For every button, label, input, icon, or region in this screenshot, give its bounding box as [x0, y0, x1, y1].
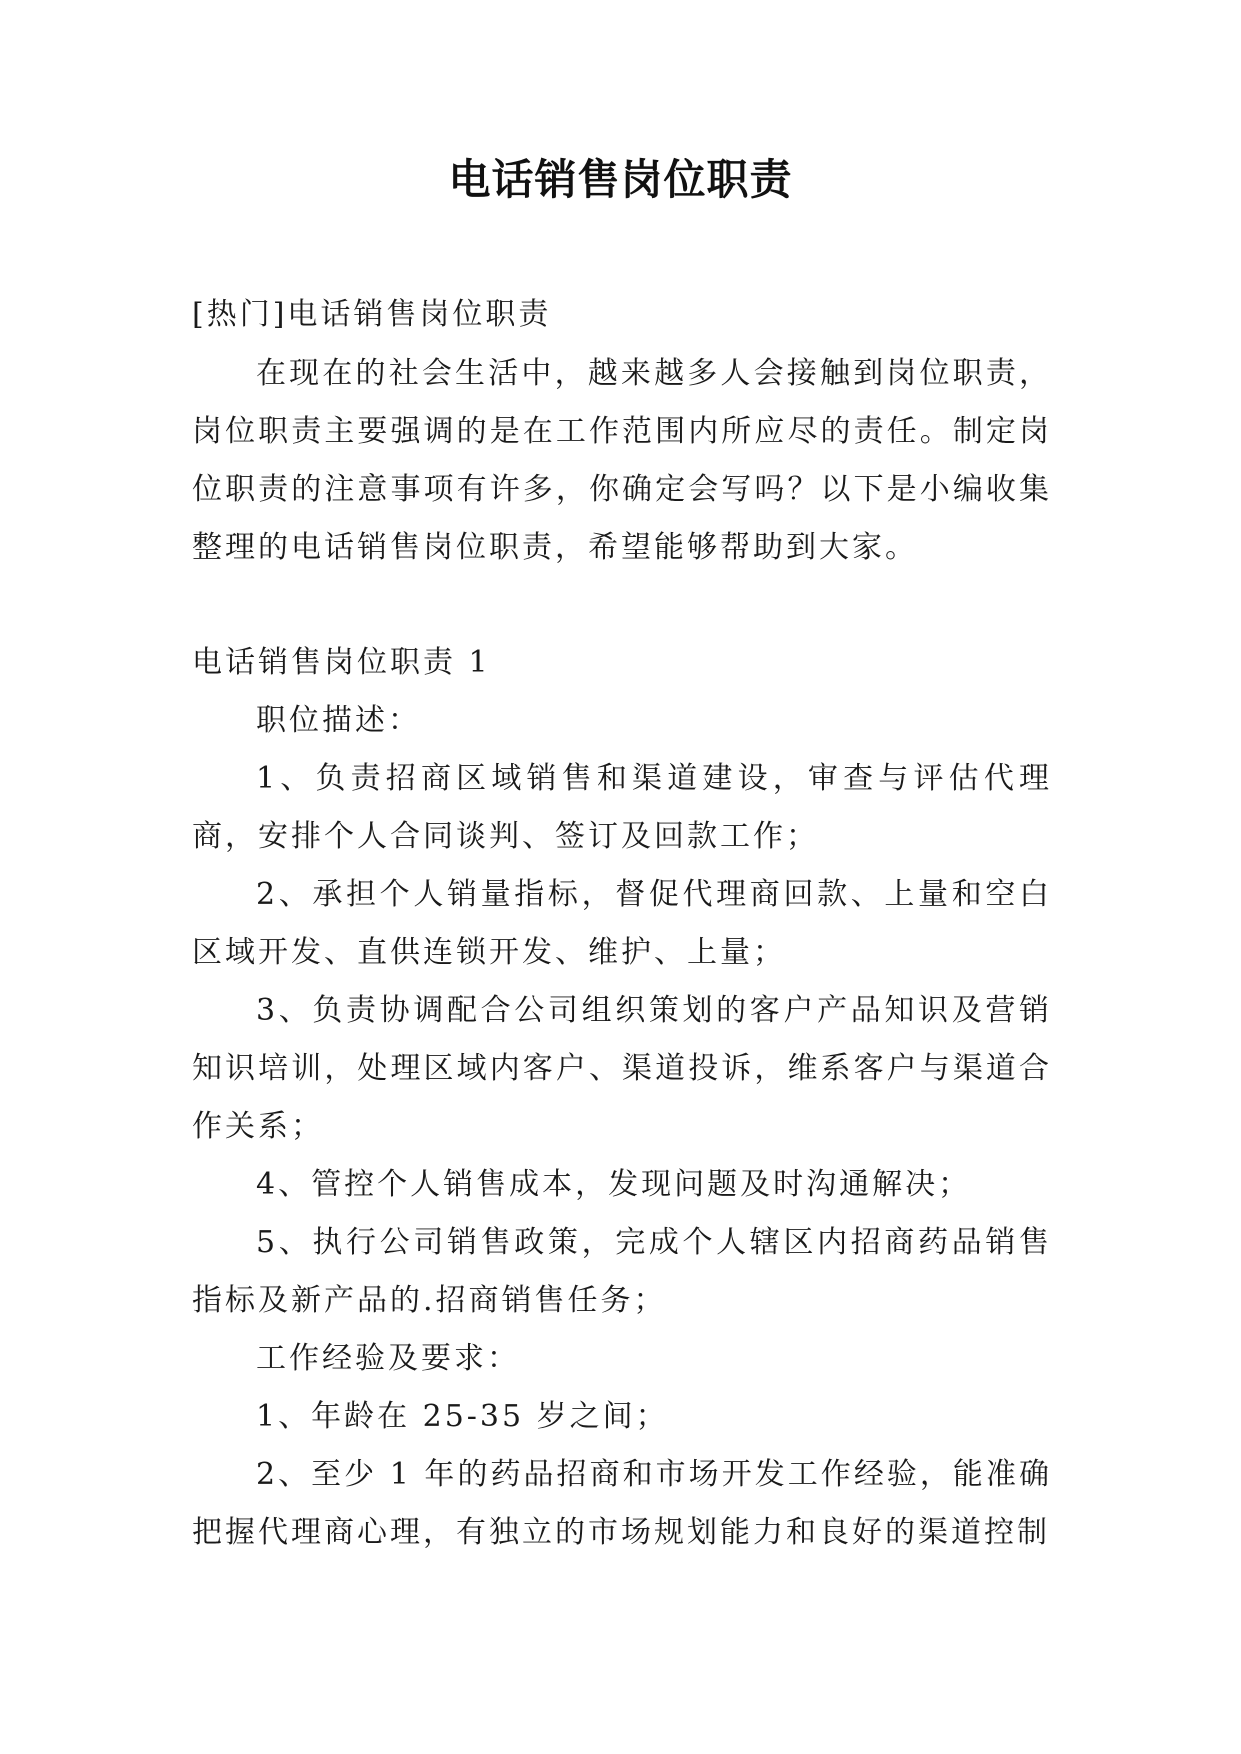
intro-paragraph: 在现在的社会生活中，越来越多人会接触到岗位职责，岗位职责主要强调的是在工作范围内所应尽的责任。制定岗位职责的注意事项有许多，你确定会写吗？以下是小编收集整理的电话销售岗位职责，希望能够帮助到大家。 — [192, 356, 1052, 565]
section-1 — [192, 634, 1052, 1562]
section-heading: 电话销售岗位职责 1 — [192, 645, 491, 680]
document-subtitle: [热门]电话销售岗位职责 — [192, 297, 552, 332]
duty-item-5: 5、执行公司销售政策，完成个人辖区内招商药品销售指标及新产品的.招商销售任务； — [192, 1225, 1052, 1318]
requirements-label: 工作经验及要求： — [256, 1341, 520, 1376]
duty-item-3: 3、负责协调配合公司组织策划的客户产品知识及营销知识培训，处理区域内客户、渠道投诉，维系客户与渠道合作关系； — [192, 993, 1052, 1144]
duty-item-1: 1、负责招商区域销售和渠道建设，审查与评估代理商，安排个人合同谈判、签订及回款工作； — [192, 761, 1052, 854]
requirement-item-2: 2、至少 1 年的药品招商和市场开发工作经验，能准确把握代理商心理，有独立的市场规划能力和良好的渠道控制 — [192, 1457, 1052, 1550]
job-description-label: 职位描述： — [256, 703, 421, 738]
duty-item-4: 4、管控个人销售成本，发现问题及时沟通解决； — [256, 1167, 972, 1202]
requirement-item-1: 1、年龄在 25-35 岁之间； — [256, 1399, 669, 1434]
duty-item-2: 2、承担个人销量指标，督促代理商回款、上量和空白区域开发、直供连锁开发、维护、上量； — [192, 877, 1052, 970]
document-title: 电话销售岗位职责 — [448, 155, 793, 204]
